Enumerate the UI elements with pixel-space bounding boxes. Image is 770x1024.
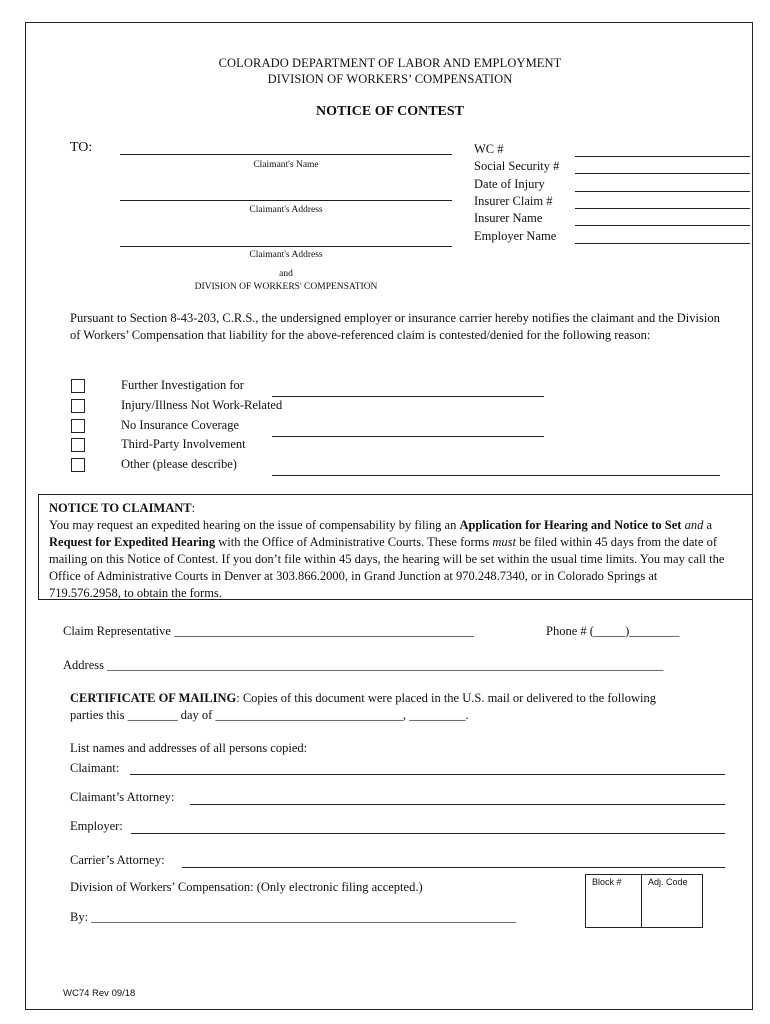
certificate-line: CERTIFICATE OF MAILING: Copies of this document were placed in the U.S. mail or delivered to the following [70, 691, 656, 705]
other-describe-line[interactable] [272, 475, 720, 476]
claim-field-line[interactable] [575, 208, 750, 209]
claim-field-label: Insurer Name [474, 211, 543, 226]
reason-checkbox[interactable] [71, 399, 85, 413]
adj-code-cell[interactable]: Adj. Code [641, 874, 703, 928]
reason-checkbox[interactable] [71, 438, 85, 452]
claim-field-line[interactable] [575, 173, 750, 174]
notice-heading: NOTICE TO CLAIMANT [49, 501, 192, 515]
address-field[interactable]: Address _________________________________________________________________________________________ [63, 658, 664, 672]
reason-label: Further Investigation for [121, 378, 244, 392]
claim-field-line[interactable] [575, 225, 750, 226]
block-number-cell[interactable]: Block # [585, 874, 642, 928]
reason-label: Other (please describe) [121, 457, 237, 472]
and-text: and [279, 269, 293, 279]
claimant-name-label: Claimant's Name [253, 160, 319, 170]
claimant-address-line-2[interactable] [120, 246, 452, 247]
agency-name: COLORADO DEPARTMENT OF LABOR AND EMPLOYMENT [218, 56, 562, 70]
reason-label: Injury/Illness Not Work-Related [121, 397, 283, 412]
attorney-copy-line[interactable] [190, 804, 725, 805]
phone-field[interactable]: Phone # (_____)________ [546, 624, 680, 638]
carrier-copy-label: Carrier’s Attorney: [70, 853, 165, 867]
claimant-address-label-1: Claimant's Address [249, 205, 323, 215]
attorney-copy-label: Claimant’s Attorney: [70, 790, 175, 804]
further-investigation-line[interactable] [272, 396, 544, 397]
claimant-copy-label: Claimant: [70, 761, 120, 775]
reason-checkbox[interactable] [71, 458, 85, 472]
claimant-name-line[interactable] [120, 154, 452, 155]
claim-field-label: Insurer Claim # [474, 193, 553, 208]
reason-label: Third-Party Involvement [121, 437, 246, 452]
claim-field-label: Social Security # [474, 159, 560, 174]
dowc-copy-label: Division of Workers’ Compensation: (Only electronic filing accepted.) [70, 880, 423, 894]
dowc-recipient: DIVISION OF WORKERS' COMPENSATION [194, 282, 378, 292]
notice-text: NOTICE TO CLAIMANT: You may request an expedited hearing on the issue of compensability by filing an Application for Hearing and Notice to Set and a Request for Expedited Hearing with the Office of Administrative Courts. These forms must be filed within 45 days from the date of mailing on this Notice of Contest. If you don’t file within 45 days, the hearing will be set within the usual time limits. You may call the Office of Administrative Courts in Denver at 303.866.2000, in Grand Junction at 970.248.7340, or in Colorado Springs at 719.576.2958, to obtain the forms. [49, 501, 725, 600]
claim-field-label: Date of Injury [474, 176, 545, 191]
claimant-address-line-1[interactable] [120, 200, 452, 201]
reason-label: No Insurance Coverage [121, 417, 240, 432]
certificate-date-field[interactable]: parties this ________ day of ______________________________, _________. [70, 708, 469, 722]
by-field[interactable]: By: ____________________________________________________________________ [70, 910, 517, 924]
claimant-address-label-2: Claimant's Address [249, 250, 323, 260]
claim-representative-field[interactable]: Claim Representative ________________________________________________ [63, 624, 475, 638]
third-party-line[interactable] [272, 436, 544, 437]
certificate-heading: CERTIFICATE OF MAILING [70, 691, 237, 705]
claimant-copy-line[interactable] [130, 774, 725, 775]
carrier-copy-line[interactable] [182, 867, 725, 868]
to-label: TO: [70, 140, 93, 155]
form-id: WC74 Rev 09/18 [63, 988, 136, 999]
page-title: NOTICE OF CONTEST [315, 104, 465, 119]
claim-field-line[interactable] [575, 156, 750, 157]
pursuant-paragraph: Pursuant to Section 8-43-203, C.R.S., the undersigned employer or insurance carrier hereby notifies the claimant and the Division of Workers’ Compensation that liability for the above-referenced claim is contested/denied for the following reason: [70, 311, 720, 342]
employer-copy-label: Employer: [70, 819, 123, 833]
claim-field-label: WC # [474, 142, 504, 156]
claim-field-line[interactable] [575, 243, 750, 244]
employer-copy-line[interactable] [131, 833, 725, 834]
reason-checkbox[interactable] [71, 379, 85, 393]
division-name: DIVISION OF WORKERS’ COMPENSATION [267, 72, 513, 86]
claim-field-label: Employer Name [474, 228, 557, 243]
claim-field-line[interactable] [575, 191, 750, 192]
reason-checkbox[interactable] [71, 419, 85, 433]
copies-intro: List names and addresses of all persons copied: [70, 741, 308, 755]
